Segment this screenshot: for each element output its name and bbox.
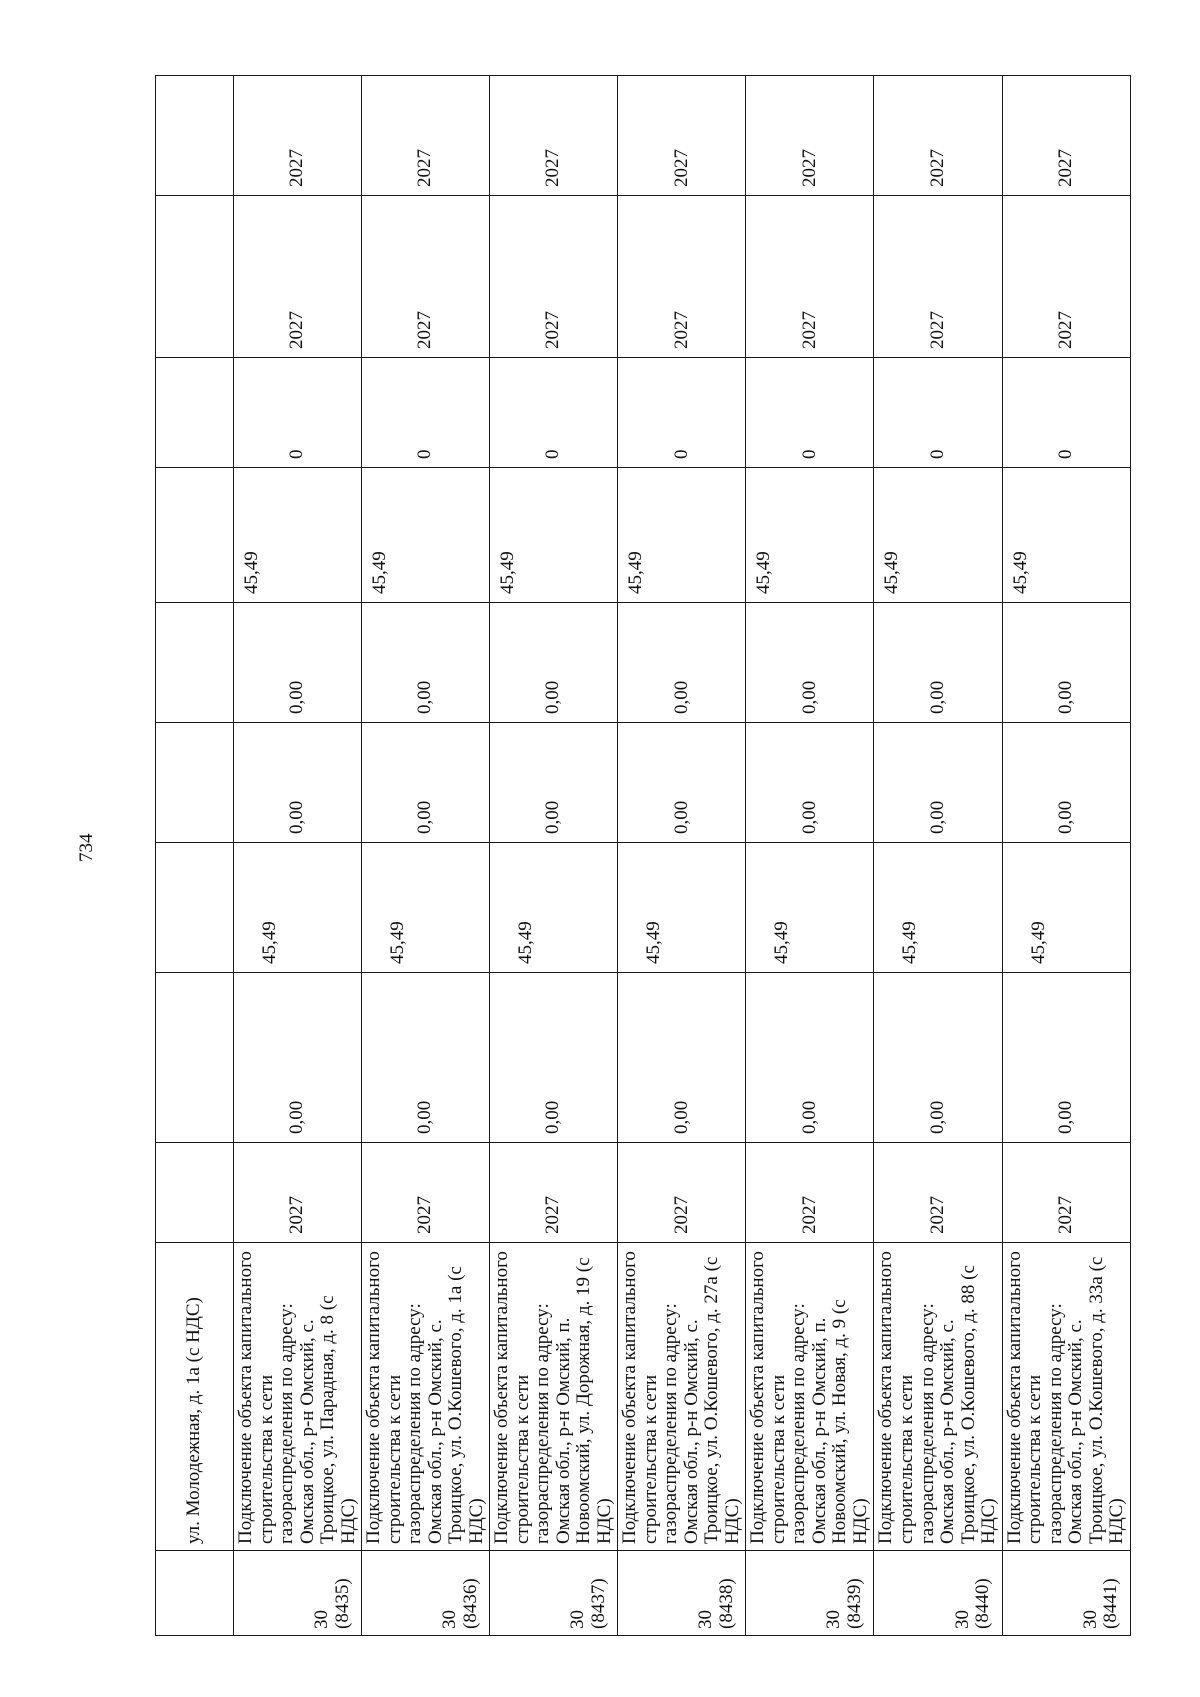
cell-value: 0,00 bbox=[746, 603, 874, 723]
cell-id: 30 (8440) bbox=[874, 1551, 1002, 1636]
cell-value: 45,49 bbox=[490, 843, 618, 973]
cell-year: 2027 bbox=[362, 1143, 490, 1243]
cell-value: 0,00 bbox=[234, 603, 362, 723]
cell-empty bbox=[156, 196, 234, 358]
cell-value: 0,00 bbox=[362, 973, 490, 1143]
cell-value: 45,49 bbox=[1002, 843, 1130, 973]
cell-value: 0,00 bbox=[490, 603, 618, 723]
cell-value: 0,00 bbox=[874, 603, 1002, 723]
cell-year: 2027 bbox=[746, 196, 874, 358]
table-row-continuation bbox=[156, 76, 234, 1636]
cell-value: 45,49 bbox=[874, 843, 1002, 973]
cell-value: 0,00 bbox=[1002, 973, 1130, 1143]
cell-value: 0 bbox=[234, 358, 362, 468]
cell-value: 0 bbox=[362, 358, 490, 468]
table-row bbox=[874, 76, 1002, 1636]
cell-value: 45,49 bbox=[746, 468, 874, 603]
cell-description: Подключение объекта капитального строительства к сети газораспределения по адресу: Омская обл., р-н Омский, с. Троицкое, ул. О.Кошевого, д. 88 (с НДС) bbox=[874, 1243, 1002, 1551]
cell-year: 2027 bbox=[234, 76, 362, 196]
table-row bbox=[362, 76, 490, 1636]
cell-year: 2027 bbox=[234, 196, 362, 358]
cell-year: 2027 bbox=[874, 1143, 1002, 1243]
cell-id: 30 (8439) bbox=[746, 1551, 874, 1636]
cell-value: 0 bbox=[618, 358, 746, 468]
cell-empty bbox=[156, 843, 234, 973]
cell-value: 0,00 bbox=[1002, 603, 1130, 723]
cell-empty bbox=[156, 1143, 234, 1243]
cell-year: 2027 bbox=[490, 1143, 618, 1243]
cell-value: 0 bbox=[746, 358, 874, 468]
cell-value: 45,49 bbox=[618, 468, 746, 603]
cell-description: Подключение объекта капитального строительства к сети газораспределения по адресу: Омская обл., р-н Омский, с. Троицкое, ул. О.Кошевого, д. 27а (с НДС) bbox=[618, 1243, 746, 1551]
cell-value: 0,00 bbox=[1002, 723, 1130, 843]
cell-description: Подключение объекта капитального строительства к сети газораспределения по адресу: Омская обл., р-н Омский, п. Новоомский, ул. Дорожная, д. 19 (с НДС) bbox=[490, 1243, 618, 1551]
cell-value: 45,49 bbox=[1002, 468, 1130, 603]
cell-year: 2027 bbox=[1002, 196, 1130, 358]
cell-value: 0,00 bbox=[746, 973, 874, 1143]
cell-value: 45,49 bbox=[234, 468, 362, 603]
cell-year: 2027 bbox=[362, 196, 490, 358]
cell-value: 45,49 bbox=[234, 843, 362, 973]
cell-year: 2027 bbox=[874, 196, 1002, 358]
cell-value: 0,00 bbox=[362, 723, 490, 843]
cell-year: 2027 bbox=[1002, 76, 1130, 196]
cell-value: 0,00 bbox=[618, 723, 746, 843]
cell-empty bbox=[156, 468, 234, 603]
rotated-table-wrapper bbox=[155, 76, 1128, 1636]
cell-value: 0 bbox=[1002, 358, 1130, 468]
cell-value: 0,00 bbox=[618, 603, 746, 723]
cell-description: Подключение объекта капитального строительства к сети газораспределения по адресу: Омская обл., р-н Омский, с. Троицкое, ул. Парадная, д. 8 (с НДС) bbox=[234, 1243, 362, 1551]
cell-value: 0,00 bbox=[490, 973, 618, 1143]
cell-value: 0 bbox=[874, 358, 1002, 468]
cell-year: 2027 bbox=[362, 76, 490, 196]
cell-year: 2027 bbox=[618, 196, 746, 358]
cell-value: 0,00 bbox=[362, 603, 490, 723]
cell-value: 0,00 bbox=[490, 723, 618, 843]
cell-year: 2027 bbox=[234, 1143, 362, 1243]
cell-value: 45,49 bbox=[746, 843, 874, 973]
investment-table bbox=[155, 75, 1131, 1636]
cell-description: Подключение объекта капитального строительства к сети газораспределения по адресу: Омская обл., р-н Омский, с. Троицкое, ул. О.Кошевого, д. 33а (с НДС) bbox=[1002, 1243, 1130, 1551]
cell-empty bbox=[156, 358, 234, 468]
cell-value: 0,00 bbox=[746, 723, 874, 843]
cell-id: 30 (8438) bbox=[618, 1551, 746, 1636]
cell-year: 2027 bbox=[746, 1143, 874, 1243]
cell-value: 45,49 bbox=[362, 468, 490, 603]
cell-id: 30 (8435) bbox=[234, 1551, 362, 1636]
cell-year: 2027 bbox=[618, 1143, 746, 1243]
cell-year: 2027 bbox=[746, 76, 874, 196]
cell-value: 0,00 bbox=[234, 973, 362, 1143]
cell-year: 2027 bbox=[874, 76, 1002, 196]
cell-value: 0 bbox=[490, 358, 618, 468]
cell-value: 45,49 bbox=[490, 468, 618, 603]
cell-value: 0,00 bbox=[874, 723, 1002, 843]
cell-id: 30 (8437) bbox=[490, 1551, 618, 1636]
page-number: 734 bbox=[76, 833, 97, 862]
cell-value: 45,49 bbox=[362, 843, 490, 973]
cell-description: Подключение объекта капитального строительства к сети газораспределения по адресу: Омская обл., р-н Омский, с. Троицкое, ул. О.Кошевого, д. 1а (с НДС) bbox=[362, 1243, 490, 1551]
table-row bbox=[618, 76, 746, 1636]
cell-id bbox=[156, 1551, 234, 1636]
table-row bbox=[1002, 76, 1130, 1636]
cell-description: Подключение объекта капитального строительства к сети газораспределения по адресу: Омская обл., р-н Омский, п. Новоомский, ул. Новая, д. 9 (с НДС) bbox=[746, 1243, 874, 1551]
cell-empty bbox=[156, 76, 234, 196]
cell-value: 45,49 bbox=[874, 468, 1002, 603]
cell-description: ул. Молодежная, д. 1а (с НДС) bbox=[156, 1243, 234, 1551]
cell-id: 30 (8441) bbox=[1002, 1551, 1130, 1636]
cell-year: 2027 bbox=[490, 76, 618, 196]
cell-empty bbox=[156, 723, 234, 843]
cell-value: 0,00 bbox=[874, 973, 1002, 1143]
cell-empty bbox=[156, 603, 234, 723]
cell-year: 2027 bbox=[490, 196, 618, 358]
cell-empty bbox=[156, 973, 234, 1143]
table-row bbox=[746, 76, 874, 1636]
table-row bbox=[490, 76, 618, 1636]
cell-value: 0,00 bbox=[234, 723, 362, 843]
cell-value: 0,00 bbox=[618, 973, 746, 1143]
cell-value: 45,49 bbox=[618, 843, 746, 973]
cell-year: 2027 bbox=[618, 76, 746, 196]
cell-year: 2027 bbox=[1002, 1143, 1130, 1243]
cell-id: 30 (8436) bbox=[362, 1551, 490, 1636]
table-row bbox=[234, 76, 362, 1636]
